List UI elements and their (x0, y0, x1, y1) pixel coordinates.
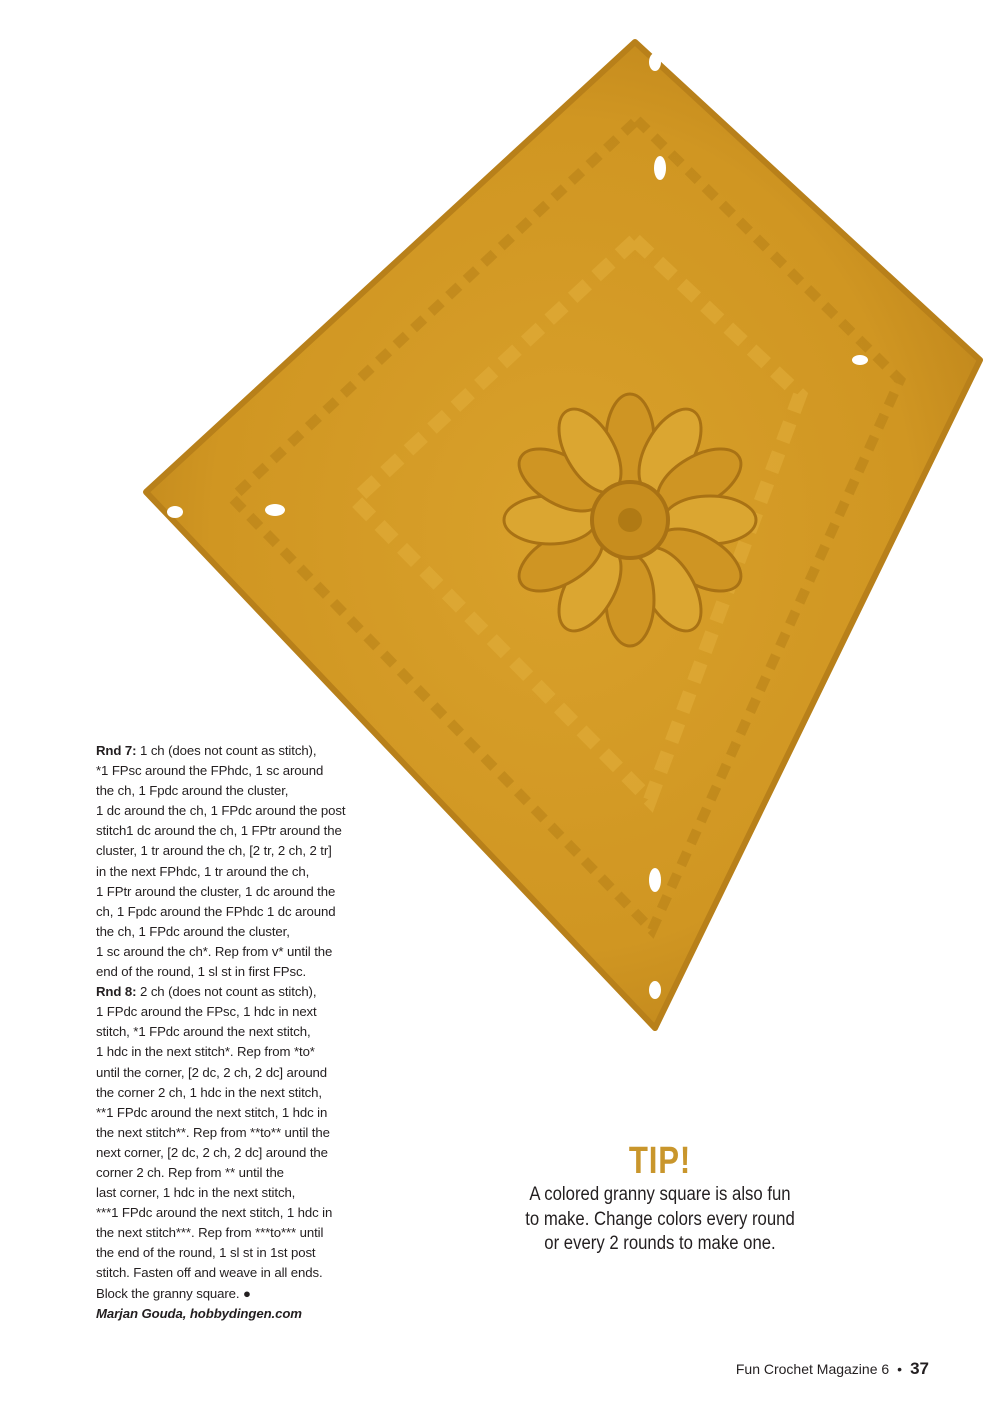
round-8-line: 2 ch (does not count as stitch), (140, 984, 317, 1000)
tip-heading: TIP! (628, 1140, 692, 1182)
round-8-instructions (96, 982, 371, 1002)
round-7-line: stitch1 dc around the ch, 1 FPtr around the (96, 823, 342, 839)
round-8-line: until the corner, [2 dc, 2 ch, 2 dc] around (96, 1064, 328, 1080)
round-8-line: 1 hdc in the next stitch*. Rep from *to* (96, 1044, 315, 1060)
round-7-line: 1 dc around the ch, 1 FPdc around the post (96, 803, 346, 819)
round-7-line: 1 ch (does not count as stitch), (140, 743, 317, 758)
round-7-line: in the next FPhdc, 1 tr around the ch, (96, 863, 310, 879)
round-7-line: cluster, 1 tr around the ch, [2 tr, 2 ch, 2 tr] (96, 843, 332, 859)
round-8-line: next corner, [2 dc, 2 ch, 2 dc] around the (96, 1144, 328, 1160)
tip-line: to make. Change colors every round (525, 1208, 795, 1230)
round-8-line: stitch. Fasten off and weave in all ends. (96, 1265, 323, 1281)
round-8-line: last corner, 1 hdc in the next stitch, (96, 1185, 296, 1201)
page-number: 37 (910, 1359, 929, 1378)
round-7-line: 1 FPtr around the cluster, 1 dc around the (96, 883, 336, 899)
round-8-line: the next stitch**. Rep from **to** until the (96, 1124, 330, 1140)
round-8-line: 1 FPdc around the FPsc, 1 hdc in next (96, 1004, 317, 1020)
round-8-line: **1 FPdc around the next stitch, 1 hdc in (96, 1104, 328, 1120)
flower-center-hole (618, 508, 642, 532)
magazine-name: Fun Crochet Magazine 6 (735, 1361, 890, 1377)
round-8-line: ***1 FPdc around the next stitch, 1 hdc in (96, 1205, 333, 1221)
tip-line: or every 2 rounds to make one. (544, 1233, 776, 1254)
round-7-line: end of the round, 1 sl st in first FPsc. (96, 964, 307, 980)
round-8-label: Rnd 8: (96, 984, 137, 1000)
round-7-instructions (96, 741, 371, 761)
pattern-instructions (96, 741, 371, 1324)
round-7-label: Rnd 7: (96, 743, 137, 758)
round-8-line: the end of the round, 1 sl st in 1st post (96, 1245, 316, 1261)
round-8-line: the next stitch***. Rep from ***to*** until (96, 1225, 324, 1241)
round-7-line: the ch, 1 Fpdc around the cluster, (96, 783, 289, 799)
round-8-line: corner 2 ch. Rep from ** until the (96, 1164, 284, 1180)
footer-bullet: • (897, 1361, 903, 1377)
page-footer (736, 1359, 929, 1379)
tip-body (493, 1183, 827, 1257)
round-8-line: the corner 2 ch, 1 hdc in the next stitch, (96, 1084, 322, 1100)
round-7-line: 1 sc around the ch*. Rep from v* until the (96, 943, 333, 959)
round-8-line: Block the granny square. ● (96, 1285, 251, 1301)
round-8-line: stitch, *1 FPdc around the next stitch, (96, 1024, 311, 1040)
round-7-line: *1 FPsc around the FPhdc, 1 sc around (96, 763, 324, 779)
author-credit: Marjan Gouda, hobbydingen.com (96, 1305, 302, 1321)
round-7-line: ch, 1 Fpdc around the FPhdc 1 dc around (96, 903, 336, 919)
tip-line: A colored granny square is also fun (529, 1184, 791, 1205)
round-7-line: the ch, 1 FPdc around the cluster, (96, 923, 290, 939)
